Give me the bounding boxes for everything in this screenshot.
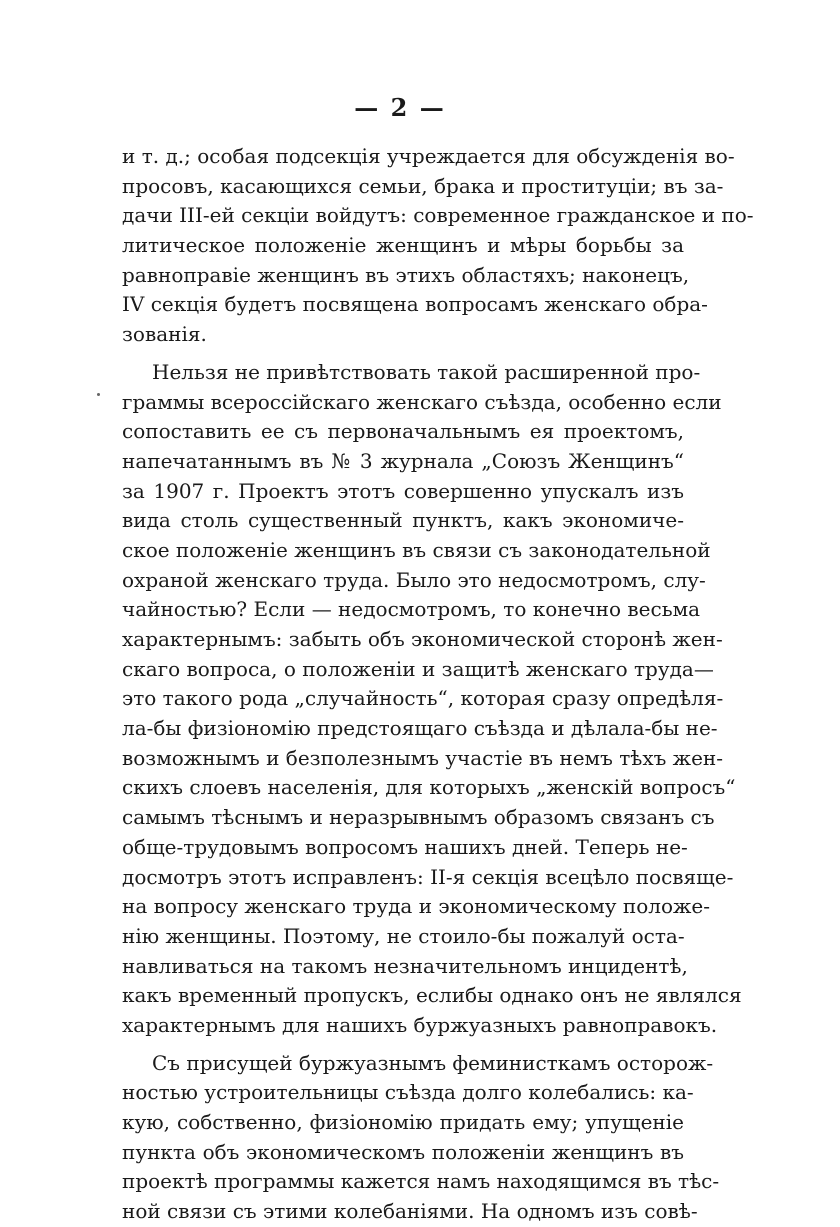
text-line: дачи III-ей секціи войдутъ: современное гражданское и по-	[122, 203, 754, 228]
text-line: обще-трудовымъ вопросомъ нашихъ дней. Теперь не-	[122, 834, 688, 859]
page-number: — 2 —	[354, 93, 446, 122]
text-line: какъ временный пропускъ, еслибы однако онъ не являлся	[122, 983, 742, 1008]
text-line: литическое положеніе женщинъ и мѣры борьбы за	[122, 233, 684, 258]
text-line: кую, собственно, физіономію придать ему; упущеніе	[122, 1110, 684, 1134]
paragraph-2	[122, 358, 742, 1041]
paragraph-1	[122, 142, 754, 350]
text-line: это такого рода „случайность“, которая сразу опредѣля-	[122, 686, 724, 711]
text-line: просовъ, касающихся семьи, брака и проституціи; въ за-	[122, 173, 724, 198]
text-line: ское положеніе женщинъ въ связи съ законодательной	[122, 537, 711, 562]
text-line: за 1907 г. Проектъ этотъ совершенно упускалъ изъ	[122, 478, 684, 503]
text-line: пункта объ экономическомъ положеніи женщинъ въ	[122, 1139, 684, 1164]
text-line: вида столь существенный пунктъ, какъ экономиче-	[122, 508, 684, 533]
text-line: на вопросу женскаго труда и экономическому положе-	[122, 894, 710, 919]
paragraph-3	[122, 1049, 720, 1227]
text-line: характернымъ: забыть объ экономической сторонѣ жен-	[122, 627, 723, 651]
text-line: сопоставить ее съ первоначальнымъ ея проектомъ,	[122, 419, 684, 444]
text-line: Нельзя не привѣтствовать такой расширенной про-	[152, 359, 701, 384]
text-line: проектѣ программы кажется намъ находящимся въ тѣс-	[122, 1169, 720, 1194]
text-line: охраной женскаго труда. Было это недосмотромъ, слу-	[122, 567, 706, 592]
text-line: скихъ слоевъ населенія, для которыхъ „женскій вопросъ“	[122, 775, 736, 800]
text-line: навливаться на такомъ незначительномъ инцидентѣ,	[122, 953, 688, 978]
text-line: возможнымъ и безполезнымъ участіе въ немъ тѣхъ жен-	[122, 745, 723, 770]
text-line: IV секція будетъ посвящена вопросамъ женскаго обра-	[122, 292, 708, 317]
text-line: чайностью? Если — недосмотромъ, то конечно весьма	[122, 597, 701, 622]
text-line: напечатаннымъ въ № 3 журнала „Союзъ Женщинъ“	[122, 448, 684, 473]
text-line: нію женщины. Поэтому, не стоило-бы пожалуй оста-	[122, 923, 685, 948]
text-line: ностью устроительницы съѣзда долго колебались: ка-	[122, 1080, 694, 1105]
text-line: Съ присущей буржуазнымъ феминисткамъ осторож-	[152, 1050, 714, 1075]
text-line: досмотръ этотъ исправленъ: II-я секція всецѣло посвяще-	[122, 864, 734, 889]
text-line: граммы всероссійскаго женскаго съѣзда, особенно если	[122, 389, 722, 414]
text-line: характернымъ для нашихъ буржуазныхъ равноправокъ.	[122, 1012, 718, 1037]
body-text	[122, 142, 754, 1227]
margin-mark	[97, 393, 100, 396]
text-line: ной связи съ этими колебаніями. На одномъ изъ совѣ-	[122, 1199, 698, 1224]
text-line: равноправіе женщинъ въ этихъ областяхъ; наконецъ,	[122, 262, 690, 287]
text-line: ла-бы физіономію предстоящаго съѣзда и дѣлала-бы не-	[122, 716, 718, 741]
text-line: скаго вопроса, о положеніи и защитѣ женскаго труда—	[122, 656, 714, 681]
text-line: самымъ тѣснымъ и неразрывнымъ образомъ связанъ съ	[122, 805, 715, 830]
text-line: зованія.	[122, 322, 207, 347]
text-line: и т. д.; особая подсекція учреждается для обсужденія во-	[122, 144, 735, 168]
